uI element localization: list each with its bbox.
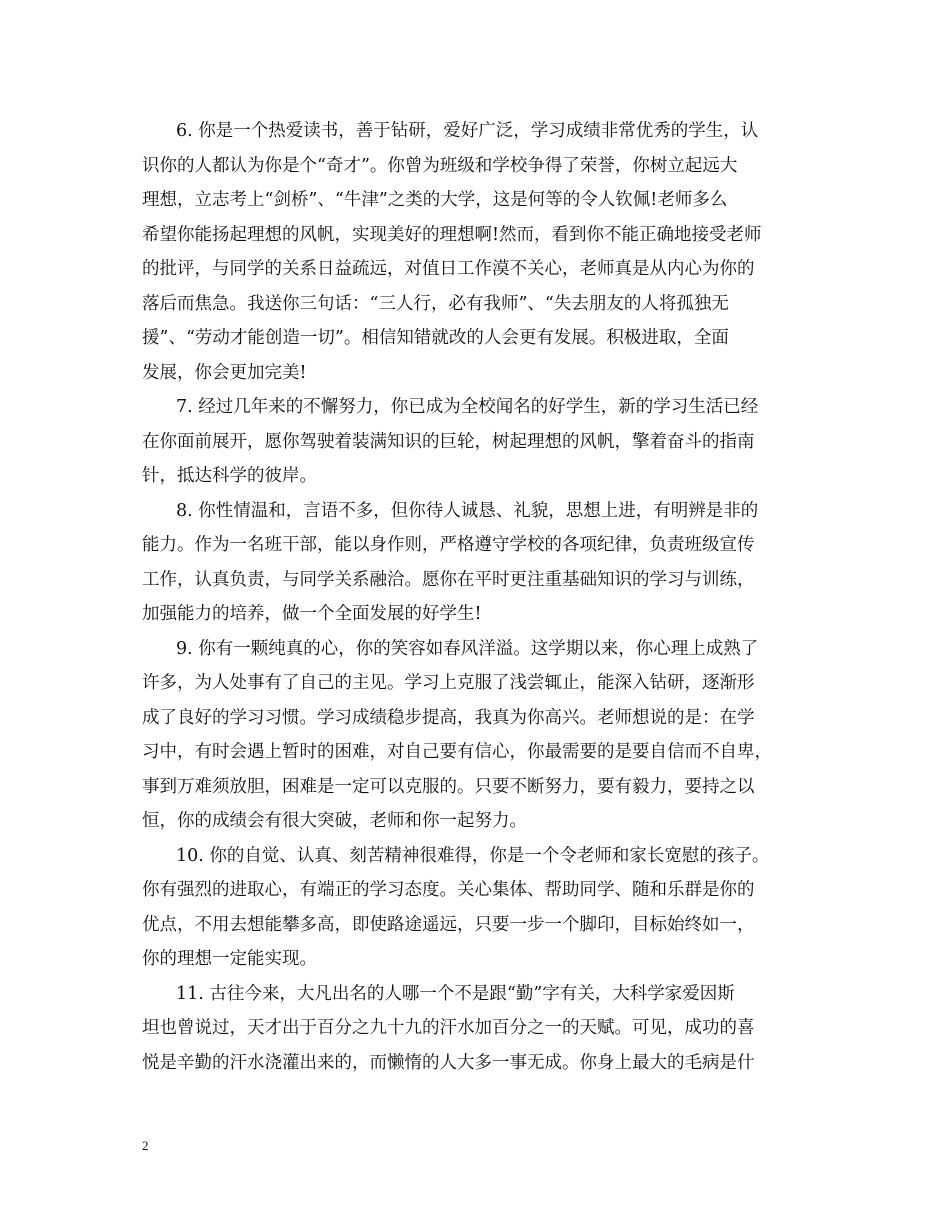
text-line: 落后而焦急。我送你三句话：“三人行，必有我师”、“失去朋友的人将孤独无 xyxy=(142,293,729,314)
paragraph-first-line: 6. 你是一个热爱读书，善于钻研，爱好广泛，学习成绩非常优秀的学生，认 xyxy=(176,121,759,141)
text-line: 你的理想一定能实现。 xyxy=(142,949,317,969)
text-line: 针，抵达科学的彼岸。 xyxy=(142,466,317,486)
text-line: 坦也曾说过，天才出于百分之九十九的汗水加百分之一的天赋。可见，成功的喜 xyxy=(142,1018,755,1038)
paragraph-first-line: 9. 你有一颗纯真的心，你的笑容如春风洋溢。这学期以来，你心理上成熟了 xyxy=(176,638,759,659)
text-line: 的批评，与同学的关系日益疏远，对值日工作漠不关心，老师真是从内心为你的 xyxy=(142,259,755,279)
text-line: 事到万难须放胆，困难是一定可以克服的。只要不断努力，要有毅力，要持之以 xyxy=(142,776,755,797)
text-line: 习中，有时会遇上暂时的困难，对自己要有信心，你最需要的是要自信而不自卑， xyxy=(142,742,772,762)
paragraph-first-line: 8. 你性情温和，言语不多，但你待人诚恳、礼貌，思想上进，有明辨是非的 xyxy=(176,500,759,521)
text-line: 恒，你的成绩会有很大突破，老师和你一起努力。 xyxy=(142,811,527,831)
paragraph-first-line: 10. 你的自觉、认真、刻苦精神很难得，你是一个令老师和家长宽慰的孩子。 xyxy=(176,845,770,866)
paragraph-first-line: 11. 古往今来，大凡出名的人哪一个不是跟“勤”字有关，大科学家爱因斯 xyxy=(176,983,735,1004)
text-line: 成了良好的学习习惯。学习成绩稳步提高，我真为你高兴。老师想说的是：在学 xyxy=(142,707,755,728)
text-line: 理想，立志考上“剑桥”、“牛津”之类的大学，这是何等的令人钦佩!老师多么 xyxy=(142,190,728,210)
text-line: 优点，不用去想能攀多高，即使路途遥远，只要一步一个脚印，目标始终如一， xyxy=(142,914,755,935)
text-line: 希望你能扬起理想的风帆，实现美好的理想啊!然而，看到你不能正确地接受老师 xyxy=(142,224,762,245)
text-line: 工作，认真负责，与同学关系融洽。愿你在平时更注重基础知识的学习与训练， xyxy=(142,569,755,590)
text-line: 许多，为人处事有了自己的主见。学习上克服了浅尝辄止，能深入钻研，逐渐形 xyxy=(142,673,755,693)
text-line: 你有强烈的进取心，有端正的学习态度。关心集体、帮助同学、随和乐群是你的 xyxy=(142,880,755,900)
text-line: 发展，你会更加完美! xyxy=(142,362,307,383)
text-line: 加强能力的培养，做一个全面发展的好学生! xyxy=(142,604,482,624)
page-number: 2 xyxy=(142,1138,149,1153)
document-body xyxy=(142,114,812,1080)
text-line: 援”、“劳动才能创造一切”。相信知错就改的人会更有发展。积极进取，全面 xyxy=(142,328,729,348)
text-line: 能力。作为一名班干部，能以身作则，严格遵守学校的各项纪律，负责班级宣传 xyxy=(142,535,755,555)
text-line: 在你面前展开，愿你驾驶着装满知识的巨轮，树起理想的风帆，擎着奋斗的指南 xyxy=(142,431,755,452)
text-line: 识你的人都认为你是个“奇才”。你曾为班级和学校争得了荣誉，你树立起远大 xyxy=(142,155,738,176)
text-line: 悦是辛勤的汗水浇灌出来的，而懒惰的人大多一事无成。你身上最大的毛病是什 xyxy=(142,1052,755,1073)
paragraph-first-line: 7. 经过几年来的不懈努力，你已成为全校闻名的好学生，新的学习生活已经 xyxy=(176,397,759,417)
